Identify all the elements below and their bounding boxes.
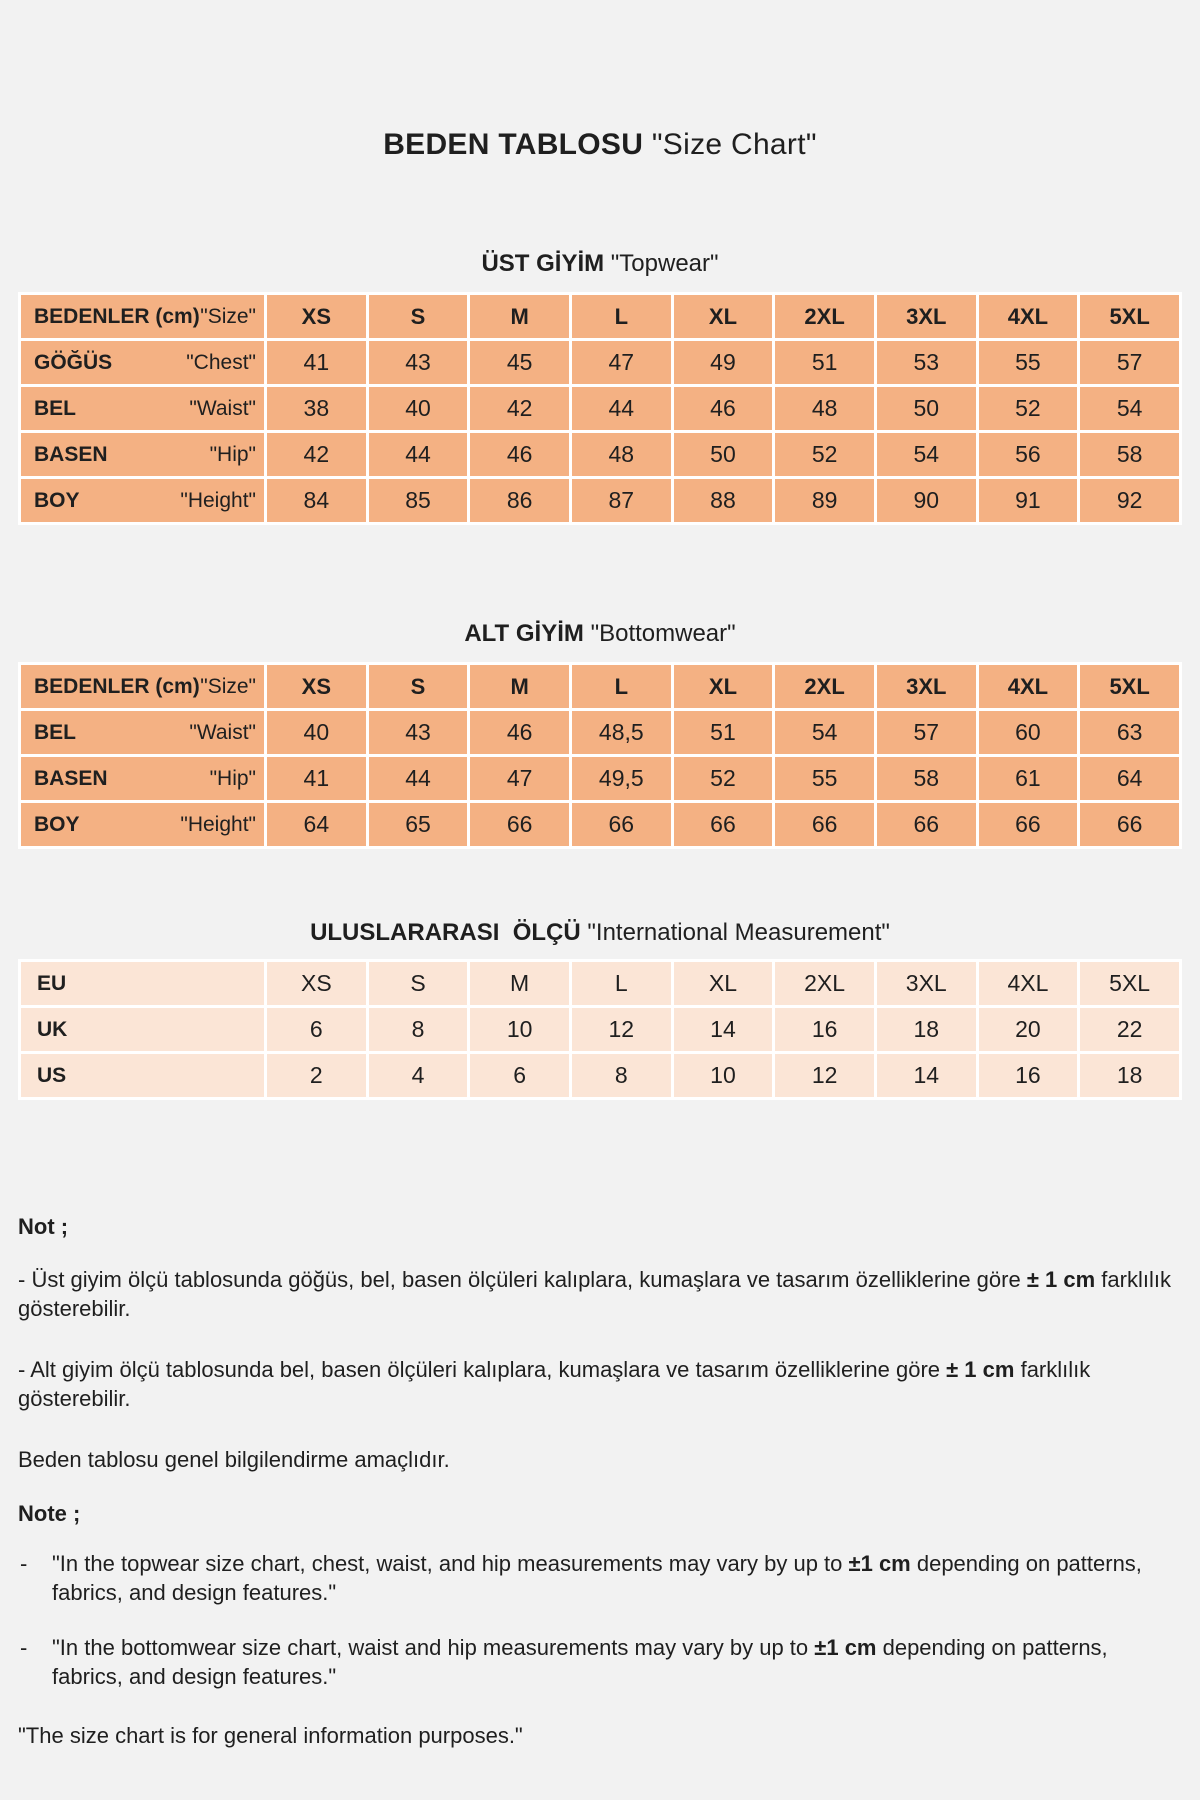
value-cell: 4 xyxy=(367,1053,469,1099)
topwear-heading-en: "Topwear" xyxy=(610,250,719,277)
value-cell: 66 xyxy=(672,802,774,848)
region-label-cell xyxy=(20,1007,266,1053)
value-cell: 51 xyxy=(672,710,774,756)
note-heading: Note ; xyxy=(18,1501,81,1527)
page-title xyxy=(18,128,1182,162)
value-cell: 49,5 xyxy=(570,756,672,802)
row-label-tr: BEDENLER (cm) xyxy=(34,674,200,698)
value-cell: 54 xyxy=(875,432,977,478)
note-text: depending on patterns, fabrics, and design features." xyxy=(52,1635,1108,1690)
value-cell: 48,5 xyxy=(570,710,672,756)
size-col-header: XL xyxy=(672,294,774,340)
value-cell: 8 xyxy=(570,1053,672,1099)
value-cell: 54 xyxy=(1079,386,1181,432)
value-cell: 64 xyxy=(266,802,368,848)
value-cell: 16 xyxy=(774,1007,876,1053)
value-cell: 43 xyxy=(367,710,469,756)
value-cell: 20 xyxy=(977,1007,1079,1053)
value-cell: XS xyxy=(266,961,368,1007)
value-cell: 16 xyxy=(977,1053,1079,1099)
size-col-header: M xyxy=(469,664,571,710)
value-cell: 8 xyxy=(367,1007,469,1053)
size-col-header: S xyxy=(367,294,469,340)
size-col-header: 2XL xyxy=(774,294,876,340)
row-label-en: "Chest" xyxy=(186,350,256,374)
note-text: - Alt giyim ölçü tablosunda bel, basen ölçüleri kalıplara, kumaşlara ve tasarım özelliklerine göre xyxy=(18,1357,947,1383)
value-cell: 41 xyxy=(266,340,368,386)
bullet-text xyxy=(52,1633,1182,1691)
size-col-header: 3XL xyxy=(875,664,977,710)
value-cell: 61 xyxy=(977,756,1079,802)
page-title-en: "Size Chart" xyxy=(651,128,817,161)
size-col-header: XS xyxy=(266,294,368,340)
value-cell: 66 xyxy=(1079,802,1181,848)
value-cell: 47 xyxy=(570,340,672,386)
size-col-header: 2XL xyxy=(774,664,876,710)
table-row xyxy=(20,802,1181,848)
row-label-tr: BOY xyxy=(34,488,80,512)
table-row xyxy=(20,1007,1181,1053)
measure-label-cell xyxy=(20,802,266,848)
value-cell: 52 xyxy=(977,386,1079,432)
value-cell: 63 xyxy=(1079,710,1181,756)
value-cell: 66 xyxy=(774,802,876,848)
value-cell: 55 xyxy=(774,756,876,802)
value-cell: 18 xyxy=(875,1007,977,1053)
value-cell: 6 xyxy=(469,1053,571,1099)
page-title-tr: BEDEN TABLOSU xyxy=(383,128,644,161)
size-col-header: L xyxy=(570,294,672,340)
size-col-header: 3XL xyxy=(875,294,977,340)
value-cell: 66 xyxy=(469,802,571,848)
table-row xyxy=(20,664,1181,710)
value-cell: 40 xyxy=(367,386,469,432)
region-label: UK xyxy=(37,1017,68,1041)
value-cell: 4XL xyxy=(977,961,1079,1007)
measure-label-cell xyxy=(20,386,266,432)
bottomwear-heading xyxy=(18,620,1182,648)
size-header-label-cell xyxy=(20,294,266,340)
measure-label-cell xyxy=(20,478,266,524)
size-col-header: XL xyxy=(672,664,774,710)
region-label: US xyxy=(37,1063,67,1087)
size-col-header: S xyxy=(367,664,469,710)
note-text-bold: ± 1 cm xyxy=(946,1357,1015,1383)
row-label-tr: BEL xyxy=(34,396,76,420)
value-cell: 42 xyxy=(469,386,571,432)
value-cell: 2 xyxy=(266,1053,368,1099)
row-label-en: "Hip" xyxy=(209,442,256,466)
value-cell: 47 xyxy=(469,756,571,802)
value-cell: 88 xyxy=(672,478,774,524)
value-cell: 53 xyxy=(875,340,977,386)
size-col-header: XS xyxy=(266,664,368,710)
bottomwear-heading-tr: ALT GİYİM xyxy=(464,620,584,647)
measure-label-cell xyxy=(20,710,266,756)
value-cell: 44 xyxy=(570,386,672,432)
value-cell: 87 xyxy=(570,478,672,524)
measure-label-cell xyxy=(20,340,266,386)
value-cell: 6 xyxy=(266,1007,368,1053)
table-row xyxy=(20,961,1181,1007)
international-heading-en: "International Measurement" xyxy=(587,919,890,946)
notes-section xyxy=(18,1212,1182,1750)
value-cell: 44 xyxy=(367,432,469,478)
row-label-en: "Size" xyxy=(200,304,256,328)
note-text: "In the topwear size chart, chest, waist, and hip measurements may vary by up to xyxy=(52,1551,849,1577)
value-cell: 40 xyxy=(266,710,368,756)
note-text: farklılık gösterebilir. xyxy=(18,1267,1171,1322)
value-cell: 38 xyxy=(266,386,368,432)
table-row xyxy=(20,710,1181,756)
row-label-tr: BOY xyxy=(34,812,80,836)
tr-note-bottomwear xyxy=(18,1355,1182,1413)
value-cell: 10 xyxy=(672,1053,774,1099)
note-text: - Üst giyim ölçü tablosunda göğüs, bel, basen ölçüleri kalıplara, kumaşlara ve tasarım özelliklerine göre xyxy=(18,1267,1027,1293)
international-heading xyxy=(18,919,1182,947)
size-col-header: L xyxy=(570,664,672,710)
value-cell: 44 xyxy=(367,756,469,802)
value-cell: XL xyxy=(672,961,774,1007)
value-cell: 50 xyxy=(672,432,774,478)
not-heading: Not ; xyxy=(18,1214,69,1239)
value-cell: 55 xyxy=(977,340,1079,386)
value-cell: 10 xyxy=(469,1007,571,1053)
note-text: depending on patterns, fabrics, and design features." xyxy=(52,1551,1142,1606)
bottomwear-table xyxy=(18,662,1182,849)
value-cell: 54 xyxy=(774,710,876,756)
note-text-bold: ±1 cm xyxy=(814,1635,877,1661)
table-row xyxy=(20,340,1181,386)
value-cell: 3XL xyxy=(875,961,977,1007)
value-cell: 85 xyxy=(367,478,469,524)
value-cell: 12 xyxy=(570,1007,672,1053)
value-cell: 48 xyxy=(774,386,876,432)
value-cell: 49 xyxy=(672,340,774,386)
row-label-en: "Size" xyxy=(200,674,256,698)
bullet-text xyxy=(52,1549,1182,1607)
value-cell: S xyxy=(367,961,469,1007)
topwear-heading-tr: ÜST GİYİM xyxy=(481,250,605,277)
row-label-en: "Waist" xyxy=(189,396,256,420)
row-label-en: "Height" xyxy=(180,812,256,836)
bottomwear-heading-en: "Bottomwear" xyxy=(590,620,736,647)
value-cell: 57 xyxy=(875,710,977,756)
row-label-tr: BASEN xyxy=(34,442,108,466)
value-cell: 14 xyxy=(875,1053,977,1099)
value-cell: 89 xyxy=(774,478,876,524)
value-cell: 48 xyxy=(570,432,672,478)
en-note-topwear xyxy=(18,1549,1182,1607)
international-heading-tr: ULUSLARARASI ÖLÇÜ xyxy=(310,919,581,946)
tr-note-topwear xyxy=(18,1265,1182,1323)
value-cell: 5XL xyxy=(1079,961,1181,1007)
value-cell: 45 xyxy=(469,340,571,386)
value-cell: 56 xyxy=(977,432,1079,478)
region-label-cell xyxy=(20,1053,266,1099)
value-cell: 46 xyxy=(469,432,571,478)
size-col-header: 5XL xyxy=(1079,294,1181,340)
value-cell: 92 xyxy=(1079,478,1181,524)
value-cell: 50 xyxy=(875,386,977,432)
value-cell: 12 xyxy=(774,1053,876,1099)
row-label-en: "Hip" xyxy=(209,766,256,790)
value-cell: 64 xyxy=(1079,756,1181,802)
topwear-heading xyxy=(18,250,1182,278)
note-text-bold: ±1 cm xyxy=(848,1551,911,1577)
value-cell: 57 xyxy=(1079,340,1181,386)
value-cell: 43 xyxy=(367,340,469,386)
row-label-en: "Height" xyxy=(180,488,256,512)
size-col-header: M xyxy=(469,294,571,340)
row-label-tr: BASEN xyxy=(34,766,108,790)
value-cell: 58 xyxy=(1079,432,1181,478)
note-text: "In the bottomwear size chart, waist and hip measurements may vary by up to xyxy=(52,1635,815,1661)
value-cell: L xyxy=(570,961,672,1007)
size-header-label-cell xyxy=(20,664,266,710)
bullet-dash: - xyxy=(20,1551,28,1577)
final-note-en: "The size chart is for general information purposes." xyxy=(18,1723,523,1749)
size-col-header: 5XL xyxy=(1079,664,1181,710)
topwear-table xyxy=(18,292,1182,525)
value-cell: 14 xyxy=(672,1007,774,1053)
value-cell: 84 xyxy=(266,478,368,524)
value-cell: 66 xyxy=(570,802,672,848)
value-cell: 66 xyxy=(875,802,977,848)
table-row xyxy=(20,478,1181,524)
table-row xyxy=(20,432,1181,478)
table-row xyxy=(20,756,1181,802)
value-cell: 58 xyxy=(875,756,977,802)
table-row xyxy=(20,386,1181,432)
region-label: EU xyxy=(37,971,67,995)
measure-label-cell xyxy=(20,432,266,478)
value-cell: 41 xyxy=(266,756,368,802)
value-cell: M xyxy=(469,961,571,1007)
value-cell: 52 xyxy=(774,432,876,478)
value-cell: 46 xyxy=(672,386,774,432)
value-cell: 51 xyxy=(774,340,876,386)
note-text-bold: ± 1 cm xyxy=(1026,1267,1096,1293)
value-cell: 2XL xyxy=(774,961,876,1007)
value-cell: 18 xyxy=(1079,1053,1181,1099)
note-text: farklılık gösterebilir. xyxy=(18,1357,1091,1412)
international-table xyxy=(18,959,1182,1100)
size-col-header: 4XL xyxy=(977,294,1079,340)
value-cell: 42 xyxy=(266,432,368,478)
table-row xyxy=(20,1053,1181,1099)
row-label-tr: BEL xyxy=(34,720,76,744)
value-cell: 60 xyxy=(977,710,1079,756)
row-label-tr: BEDENLER (cm) xyxy=(34,304,200,328)
bullet-dash: - xyxy=(20,1635,28,1661)
row-label-en: "Waist" xyxy=(189,720,256,744)
value-cell: 46 xyxy=(469,710,571,756)
general-note-tr: Beden tablosu genel bilgilendirme amaçlıdır. xyxy=(18,1447,450,1473)
measure-label-cell xyxy=(20,756,266,802)
en-note-bottomwear xyxy=(18,1633,1182,1691)
size-col-header: 4XL xyxy=(977,664,1079,710)
row-label-tr: GÖĞÜS xyxy=(34,350,113,374)
value-cell: 91 xyxy=(977,478,1079,524)
value-cell: 66 xyxy=(977,802,1079,848)
value-cell: 90 xyxy=(875,478,977,524)
value-cell: 52 xyxy=(672,756,774,802)
value-cell: 65 xyxy=(367,802,469,848)
value-cell: 22 xyxy=(1079,1007,1181,1053)
table-row xyxy=(20,294,1181,340)
value-cell: 86 xyxy=(469,478,571,524)
region-label-cell xyxy=(20,961,266,1007)
